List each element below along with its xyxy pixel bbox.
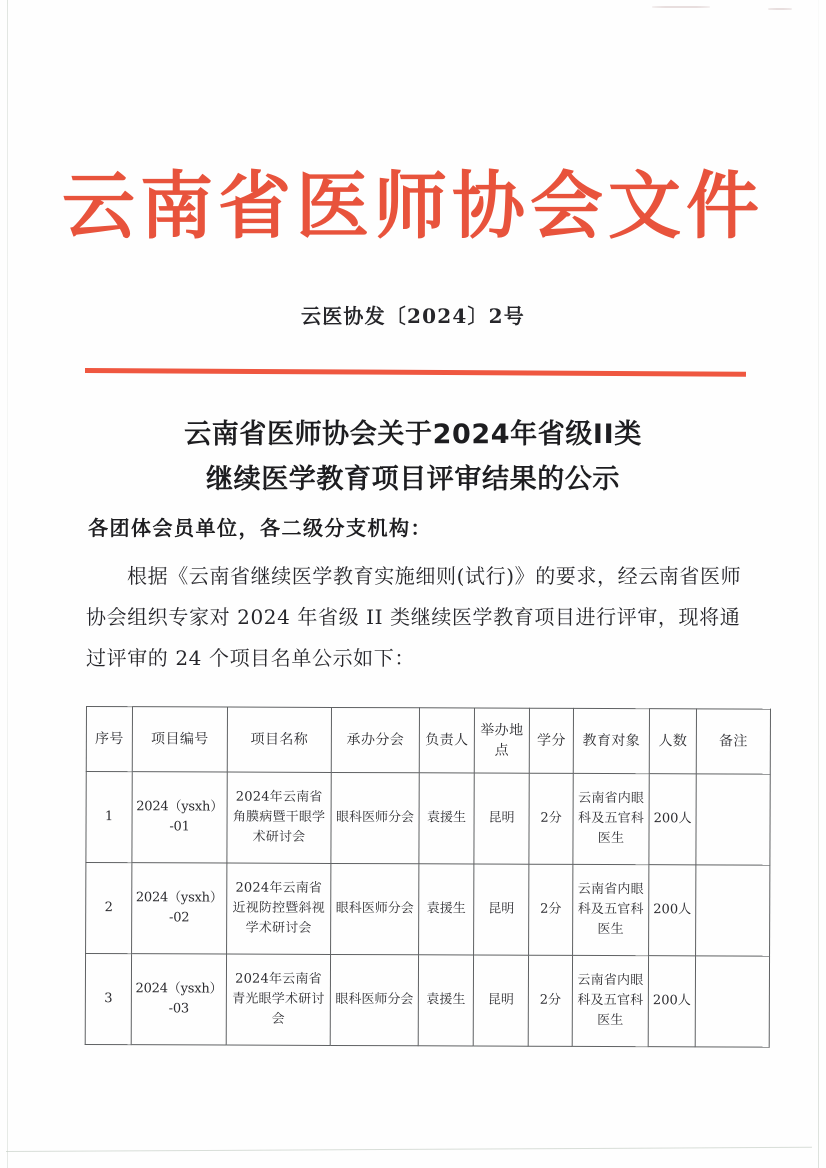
cell-audience: 云南省内眼科及五官科医生 — [572, 955, 648, 1046]
cell-seq: 1 — [86, 772, 132, 863]
cell-remark — [695, 956, 769, 1047]
table-row — [86, 863, 770, 957]
cell-leader: 袁援生 — [419, 773, 474, 864]
cell-branch: 眼科医师分会 — [331, 772, 419, 863]
cell-count: 200人 — [649, 774, 696, 865]
cell-seq: 2 — [86, 863, 132, 954]
cell-code: 2024（ysxh）-02 — [132, 863, 227, 954]
scan-speck — [652, 6, 710, 8]
column-header-remark: 备注 — [696, 709, 770, 774]
red-divider-rule — [85, 368, 746, 377]
cell-leader: 袁援生 — [419, 864, 474, 955]
masthead-title: 云南省医师协会文件 — [62, 163, 764, 249]
body-paragraph: 根据《云南省继续医学教育实施细则(试行)》的要求，经云南省医师协会组织专家对 2024 年省级 II 类继续医学教育项目进行评审，现将通过评审的 24 个项目名单公示如下： — [86, 564, 742, 670]
project-table-wrapper — [85, 706, 770, 1048]
column-header-leader: 负责人 — [419, 708, 474, 773]
table-row — [86, 772, 770, 866]
cell-name: 2024年云南省角膜病暨干眼学术研讨会 — [227, 772, 331, 863]
project-table-header — [86, 707, 770, 775]
column-header-credit: 学分 — [529, 708, 573, 773]
masthead — [0, 163, 826, 249]
column-header-branch: 承办分会 — [331, 707, 419, 772]
column-header-audience: 教育对象 — [573, 708, 649, 773]
salutation: 各团体会员单位，各二级分支机构： — [88, 516, 432, 540]
column-header-code: 项目编号 — [132, 707, 227, 772]
cell-credit: 2分 — [528, 955, 572, 1046]
cell-remark — [696, 865, 770, 956]
page-title-line-2: 继续医学教育项目评审结果的公示 — [206, 464, 620, 495]
body-text — [86, 556, 746, 679]
column-header-count: 人数 — [649, 709, 696, 774]
cell-audience: 云南省内眼科及五官科医生 — [573, 773, 649, 864]
cell-credit: 2分 — [529, 773, 573, 864]
cell-seq: 3 — [85, 954, 131, 1045]
cell-place: 昆明 — [473, 955, 528, 1046]
project-table-body — [85, 772, 770, 1048]
cell-credit: 2分 — [529, 864, 573, 955]
page-title-line-1: 云南省医师协会关于2024年省级II类 — [184, 419, 642, 450]
cell-place: 昆明 — [474, 773, 529, 864]
table-header-row — [86, 707, 770, 775]
cell-audience: 云南省内眼科及五官科医生 — [573, 864, 649, 955]
cell-branch: 眼科医师分会 — [330, 954, 418, 1045]
cell-code: 2024（ysxh）-01 — [132, 772, 227, 863]
column-header-seq: 序号 — [86, 707, 132, 772]
cell-leader: 袁援生 — [418, 955, 473, 1046]
cell-count: 200人 — [648, 956, 695, 1047]
cell-name: 2024年云南省青光眼学术研讨会 — [226, 954, 330, 1045]
table-row — [85, 954, 769, 1048]
scan-speck — [768, 8, 792, 10]
cell-code: 2024（ysxh）-03 — [131, 954, 226, 1045]
cell-remark — [696, 774, 770, 865]
cell-count: 200人 — [649, 865, 696, 956]
document-number: 云医协发〔2024〕2号 — [301, 304, 525, 328]
column-header-place: 举办地点 — [474, 708, 529, 773]
cell-name: 2024年云南省近视防控暨斜视学术研讨会 — [227, 863, 331, 954]
column-header-name: 项目名称 — [227, 707, 331, 772]
cell-branch: 眼科医师分会 — [331, 863, 419, 954]
page-title — [0, 412, 826, 502]
project-table — [85, 706, 771, 1048]
scan-edge-bottom — [6, 1147, 812, 1152]
cell-place: 昆明 — [474, 864, 529, 955]
